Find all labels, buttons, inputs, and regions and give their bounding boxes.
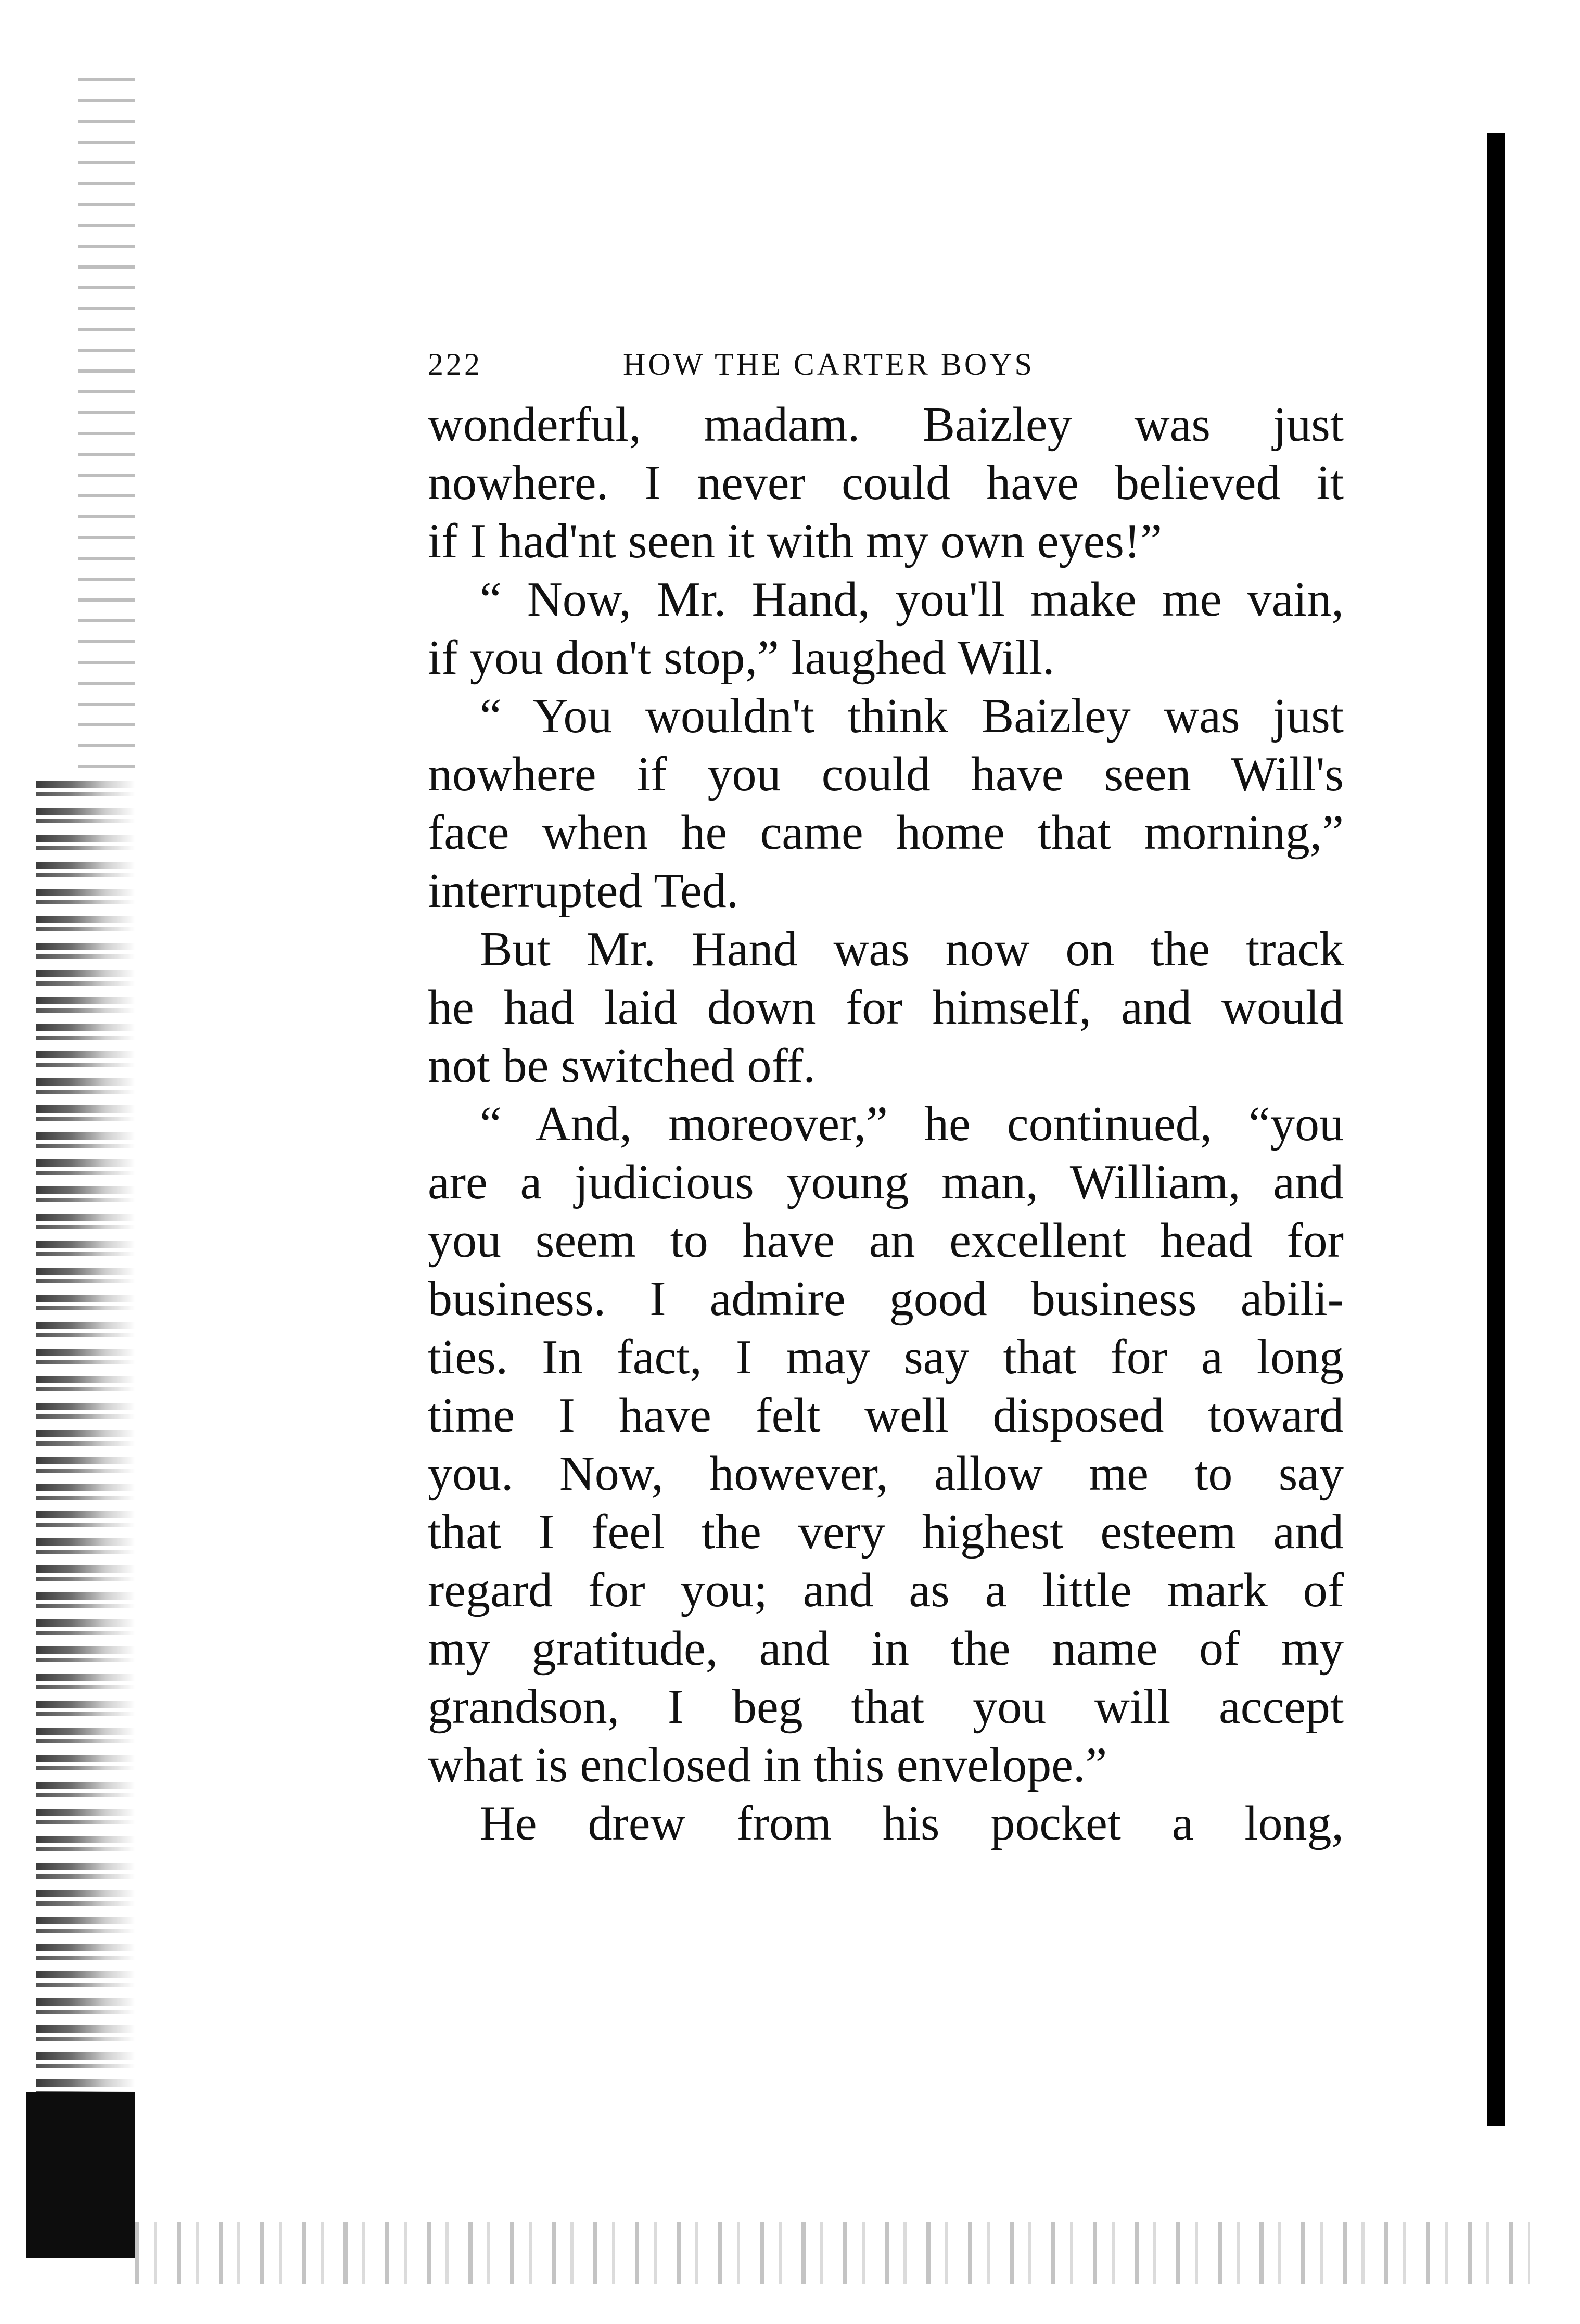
text-line: “ And, moreover,” he continued, “you <box>480 1097 1344 1151</box>
scan-binding-shadow <box>36 781 135 2196</box>
scan-dark-corner <box>26 2092 135 2258</box>
text-line: what is enclosed in this envelope.” <box>428 1738 1107 1792</box>
text-line: if I had'nt seen it with my own eyes!” <box>428 514 1162 568</box>
text-line: nowhere. I never could have believed it <box>428 456 1344 510</box>
text-line: nowhere if you could have seen Will's <box>428 747 1344 801</box>
scan-bottom-noise <box>135 2222 1530 2284</box>
scan-page-edge-bar <box>1487 133 1505 2126</box>
text-line: interrupted Ted. <box>428 864 739 918</box>
text-line: time I have felt well disposed toward <box>428 1388 1344 1442</box>
text-line: grandson, I beg that you will accept <box>428 1680 1344 1734</box>
text-line: my gratitude, and in the name of my <box>428 1621 1344 1676</box>
text-line: “ Now, Mr. Hand, you'll make me vain, <box>480 572 1344 627</box>
text-line: business. I admire good business abili- <box>428 1272 1344 1326</box>
text-line: face when he came home that morning,” <box>428 806 1344 860</box>
text-line: ties. In fact, I may say that for a long <box>428 1330 1344 1384</box>
page-header <box>428 333 1344 395</box>
body-text <box>428 395 1344 1853</box>
scan-edge-noise <box>78 78 135 781</box>
text-line: you. Now, however, allow me to say <box>428 1447 1344 1501</box>
text-line: He drew from his pocket a long, <box>480 1796 1344 1850</box>
text-line: if you don't stop,” laughed Will. <box>428 631 1055 685</box>
text-line: “ You wouldn't think Baizley was just <box>480 689 1344 743</box>
text-line: he had laid down for himself, and would <box>428 980 1344 1035</box>
text-line: wonderful, madam. Baizley was just <box>428 398 1344 452</box>
text-line: regard for you; and as a little mark of <box>428 1563 1344 1617</box>
running-head: HOW THE CARTER BOYS <box>623 347 1035 381</box>
text-line: are a judicious young man, William, and <box>428 1155 1344 1209</box>
text-line: you seem to have an excellent head for <box>428 1214 1344 1268</box>
page-text-block <box>428 333 1344 1853</box>
text-line: not be switched off. <box>428 1039 816 1093</box>
page-number: 222 <box>428 347 482 381</box>
text-line: But Mr. Hand was now on the track <box>480 922 1344 976</box>
text-line: that I feel the very highest esteem and <box>428 1505 1344 1559</box>
